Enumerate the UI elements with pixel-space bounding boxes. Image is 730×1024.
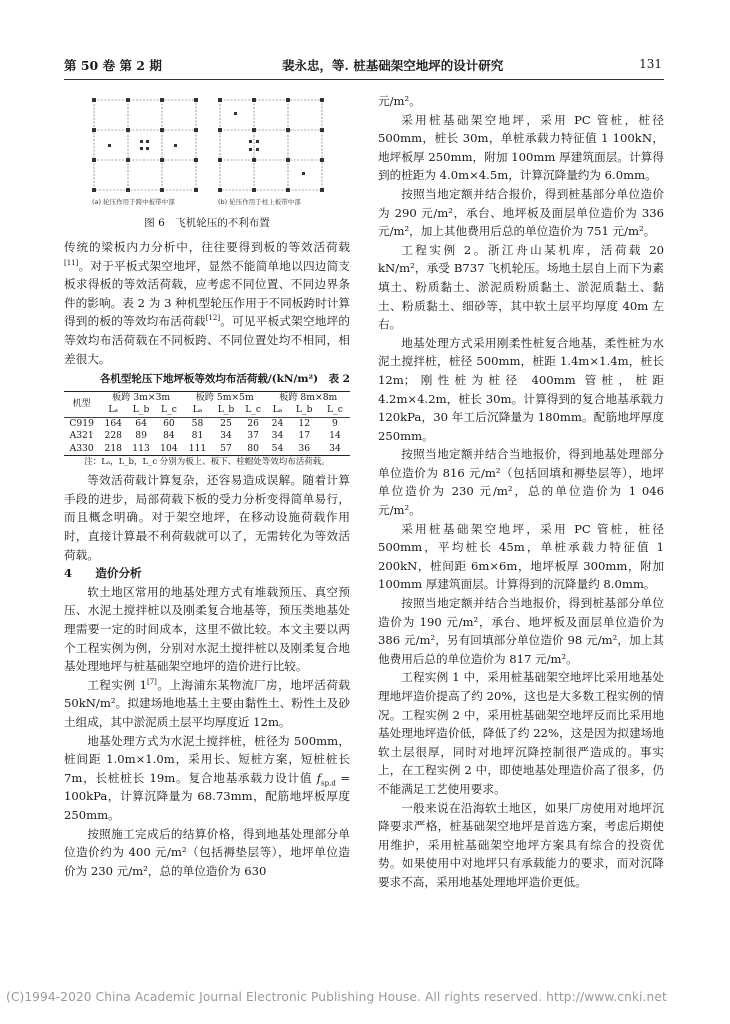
table-header-span: 板跨 5m×5m: [195, 391, 254, 403]
figure-6-diagram: [88, 92, 328, 210]
table-note: 注：Lₐ，L_b，L_c 分别为板上、板下、柱帽处等效均布活荷载。: [84, 457, 330, 468]
table-subheader: Lₐ: [272, 404, 283, 416]
figure-6a-label: (a) 轮压作用于跨中板带中部: [92, 198, 175, 206]
table-subheader: L_b: [217, 404, 235, 416]
table-subheader: L_b: [295, 404, 313, 416]
table-subheader: L_b: [132, 404, 150, 416]
table-header-span: 板跨 8m×8m: [279, 391, 338, 403]
table-subheader: Lₐ: [108, 404, 119, 416]
figure-6b-panel: [218, 98, 324, 192]
copyright-footer: (C)1994-2020 China Academic Journal Electronic Publishing House. All rights reserved. http://www.cnki.net: [6, 990, 667, 1004]
table-row: C919 164 64 60 58 25 26 24 12 9: [69, 417, 338, 429]
paragraph: 等效活荷载计算复杂，还容易造成误解。随着计算手段的进步，局部荷载下板的受力分析变得简单易行，而且概念明确。对于架空地坪，在移动设施荷载作用时，直接计算最不利荷载就可以了，无需转化为等效活荷载。: [64, 473, 350, 562]
journal-issue: 第 50 卷 第 2 期: [64, 58, 162, 73]
table-header-model: 机型: [64, 391, 99, 417]
running-title: 裴永忠，等. 桩基础架空地坪的设计研究: [282, 58, 504, 73]
figure-6: [64, 92, 350, 229]
paragraph: 按照当地定额并结合报价，得到桩基部分单位造价为 290 元/m²，承台、地坪板及面层单位造价为 336 元/m²，加上其他费用后总的单位造价为 751 元/m²。: [378, 186, 664, 239]
table-subheader: L_c: [161, 404, 177, 416]
paragraph: 采用桩基础架空地坪，采用 PC 管桩，桩径 500mm，平均桩长 45m，单桩承载力特征值 1 200kN，桩间距 6m×6m，地坪板厚 300mm，附加 100mm 厚建筑面层。计算得到的沉降量约 8.0mm。: [378, 521, 664, 592]
table-row: A321 228 89 84 81 34 37 34 17 14: [69, 430, 341, 442]
paragraph: 一般来说在沿海软土地区，如果厂房使用对地坪沉降要求严格，桩基础架空地坪是首选方案，考虑后期使用维护，采用桩基础架空地坪方案具有综合的投资优势。如果使用中对地坪只有承载能力的要求，而对沉降要求不高，采用地基处理地坪造价更低。: [378, 800, 664, 889]
table-row: A330 218 113 104 111 57 80 54 36 34: [64, 443, 350, 456]
table-subheader: Lₐ: [192, 404, 203, 416]
paragraph: 按照施工完成后的结算价格，得到地基处理部分单位造价约为 400 元/m²（包括褥垫层等），地坪单位造价为 230 元/m²，总的单位造价为 630: [64, 826, 350, 878]
page-number: 131: [639, 57, 662, 71]
section-heading: 4 造价分析: [64, 566, 142, 581]
citation: [11]: [64, 258, 79, 267]
paragraph: 工程实例 1 中，采用桩基础架空地坪比采用地基处理地坪造价提高了约 20%，这也是大多数工程实例的情况。工程实例 2 中，采用桩基础架空地坪反而比采用地基处理地坪造价低，降低了约 22%，这是因为拟建场地软土层很厚，同时对地坪沉降控制很严造成的。事实上，在工程实例 2 中，即使地基处理造价高了很多，仍不能满足工艺使用要求。: [378, 670, 664, 796]
paragraph: 软土地区常用的地基处理方式有堆载预压、真空预压、水泥土搅拌桩以及刚柔复合地基等，预压类地基处理需要一定的时间成本，这里不做比较。本文主要以两个工程实例为例，分别对水泥土搅拌桩以及刚柔复合地基处理地坪与桩基础架空地坪的造价进行比较。: [64, 584, 350, 674]
table-caption: 各机型轮压下地坪板等效均布活荷载/(kN/m²) 表 2: [99, 373, 350, 386]
paragraph: 按照当地定额并结合当地报价，得到桩基部分单位造价为 190 元/m²，承台、地坪板及面层单位造价为 386 元/m²，另有回填部分单位造价 98 元/m²，加上其他费用后总的单位造价为 817 元/m²。: [378, 596, 664, 666]
paragraph: 采用桩基础架空地坪，采用 PC 管桩，桩径 500mm，桩长 30m，单桩承载力特征值 1 100kN，地坪板厚 250mm，附加 100mm 厚建筑面层。计算得到的桩距为 4.0m×4.5m，计算沉降量约为 6.0mm。: [378, 112, 664, 183]
table-header-span: 板跨 3m×3m: [112, 391, 171, 403]
table-2: [64, 391, 350, 457]
citation: [12]: [205, 314, 221, 323]
paragraph: 工程实例 1[7]。上海浦东某物流厂房，地坪活荷载 50kN/m²。拟建场地地基土主要由黏性土、粉性土及砂土组成，其中淤泥质土层平均厚度近 12m。: [64, 677, 350, 729]
right-column: [378, 92, 664, 892]
paragraph: 地基处理方式采用刚柔性桩复合地基，柔性桩为水泥土搅拌桩，桩径 500mm，桩距 1.4m×1.4m，桩长 12m；刚性桩为桩径 400mm 管桩，桩距 4.2m×4.2m，桩长 30m。计算得到的复合地基承载力 120kPa，30 年工后沉降量为 180mm。配筋地坪厚度 250mm。: [378, 335, 664, 443]
table-subheader: L_c: [327, 404, 343, 416]
table-subheader: L_c: [245, 404, 262, 416]
paragraph: 元/m²。: [378, 94, 421, 108]
figure-6a-panel: [92, 98, 198, 192]
figure-caption: 图 6 飞机轮压的不利布置: [144, 217, 270, 229]
citation: [7]: [147, 677, 157, 686]
figure-6b-label: (b) 轮压作用于柱上板带中部: [218, 198, 301, 206]
left-column: [64, 92, 350, 880]
paragraph: 按照当地定额并结合当地报价，得到地基处理部分单位造价为 816 元/m²（包括回填和褥垫层等），地坪单位造价为 230 元/m²，总的单位造价为 1 046 元/m²。: [378, 447, 664, 518]
paragraph: 工程实例 2。浙江舟山某机库，活荷载 20 kN/m²，承受 B737 飞机轮压。场地土层自上而下为素填土、粉质黏土、淤泥质粉质黏土、淤泥质黏土、黏土、粉质黏土、细砂等，其中软土层平均厚度 40m 左右。: [378, 242, 664, 332]
paragraph: 地基处理方式为水泥土搅拌桩，桩径为 500mm，桩间距 1.0m×1.0m，采用长、短桩方案，短桩桩长 7m，长桩桩长 19m。复合地基承载力设计值 $f_{sp,d} = 100kPa$，计算沉降量为 68.73mm，配筋地坪板厚度 250mm。: [64, 733, 350, 822]
header-rule: [64, 79, 664, 80]
paragraph: 传统的梁板内力分析中，往往要得到板的等效活荷载[11]。对于平板式架空地坪，显然不能简单地以四边简支板求得板的等效活荷载，应考虑不同位置、不同边界条件的影响。表 2 为 3 种机型轮压作用于不同板跨时计算得到的板的等效均布活荷载[12]。可见平板式架空地坪的等效均布活荷载在不同板跨、不同位置处均不相同，相差很大。: [64, 240, 350, 366]
running-header: [64, 56, 664, 76]
